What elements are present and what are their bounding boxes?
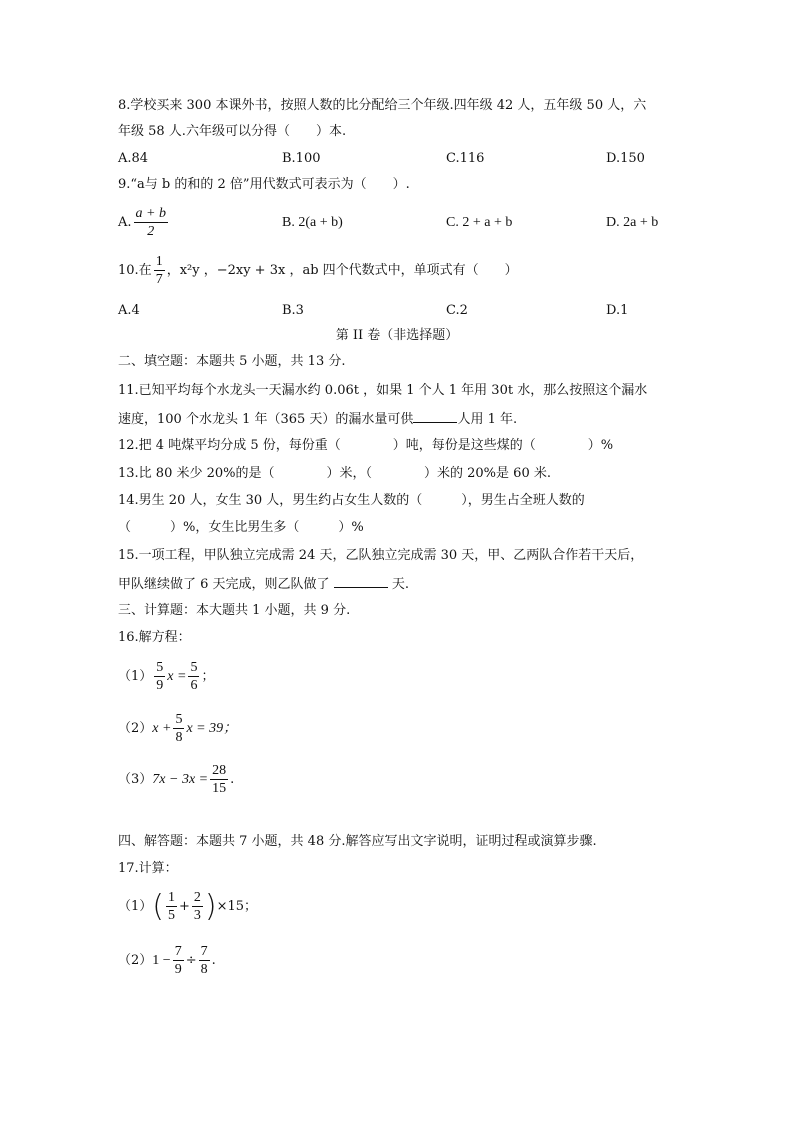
fraction-numerator: 28 xyxy=(212,763,227,778)
equation-3-end: . xyxy=(230,771,235,787)
fraction-denominator: 15 xyxy=(212,781,227,796)
q16-title: 16.解方程： xyxy=(118,630,191,645)
fraction-numerator: a + b xyxy=(135,206,166,221)
q9-option-a-fraction xyxy=(134,206,168,239)
q11-line2 xyxy=(118,410,517,428)
fraction-numerator: 5 xyxy=(156,660,164,675)
calc-2-fraction-b xyxy=(199,944,210,977)
q10-fraction xyxy=(154,254,165,287)
equation-2 xyxy=(118,712,237,745)
fraction-denominator: 8 xyxy=(200,962,208,977)
q10-option-d: D.1 xyxy=(606,303,629,318)
section-title: 第 II 卷（非选择题） xyxy=(335,328,459,343)
right-paren: ) xyxy=(204,888,217,924)
q8-option-a: A.84 xyxy=(118,151,149,166)
equation-1-fraction-a xyxy=(154,660,165,693)
q10-stem xyxy=(118,254,518,287)
fraction-denominator: 7 xyxy=(155,272,163,287)
fraction-numerator: 7 xyxy=(200,944,208,959)
q11-line1: 11.已知平均每个水龙头一天漏水约 0.06t ，如果 1 个人 1 年用 30t 水，那么按照这个漏水 xyxy=(118,383,648,398)
calc-2 xyxy=(118,944,216,977)
q9-option-c: C. 2 + a + b xyxy=(446,215,513,230)
q8-stem-line2: 年级 58 人.六年级可以分得（ ）本. xyxy=(118,124,347,139)
answer-blank xyxy=(413,410,457,423)
calc-1-fraction-a xyxy=(166,890,177,923)
q10-terms: ，x²y ，−2xy + 3x ，ab 四个代数式中，单项式有（ ） xyxy=(166,262,518,278)
fraction-numerator: 5 xyxy=(175,712,183,727)
equation-3-start: 7x − 3x = xyxy=(152,771,209,787)
calc-2-fraction-a xyxy=(173,944,184,977)
calc-2-label: （2） xyxy=(118,952,153,968)
part2-heading: 二、填空题：本题共 5 小题，共 13 分. xyxy=(118,354,346,369)
calc-2-operator: ÷ xyxy=(185,952,197,968)
q15-line2 xyxy=(118,575,409,593)
fraction-numerator: 2 xyxy=(193,890,201,905)
equation-1-middle: x = xyxy=(167,668,187,684)
equation-3-label: （3） xyxy=(118,771,153,787)
equation-3-fraction xyxy=(210,763,228,796)
q9-option-b: B. 2(a + b) xyxy=(282,215,343,230)
left-paren: ( xyxy=(152,888,164,924)
equation-2-start: x + xyxy=(152,720,172,736)
q11-line2-end: 人用 1 年. xyxy=(457,412,518,427)
fraction-numerator: 1 xyxy=(168,890,175,905)
q10-option-b: B.3 xyxy=(282,303,304,318)
q15-line1: 15.一项工程，甲队独立完成需 24 天，乙队独立完成需 30 天，甲、乙两队合作若干天后， xyxy=(118,548,644,563)
q8-option-c: C.116 xyxy=(446,151,485,166)
q9-stem: 9.“a与 b 的和的 2 倍”用代数式可表示为（ ）. xyxy=(118,177,410,192)
equation-2-fraction xyxy=(173,712,184,745)
fraction-denominator: 8 xyxy=(175,730,183,745)
part3-heading: 三、计算题：本大题共 1 小题，共 9 分. xyxy=(118,603,351,618)
q10-prefix: 10.在 xyxy=(118,262,152,278)
equation-2-end: x = 39； xyxy=(186,720,238,736)
q9-option-a-label: A. xyxy=(118,214,132,230)
calc-1-fraction-b xyxy=(192,890,203,923)
fraction-denominator: 9 xyxy=(156,678,164,693)
q11-line2-start: 速度，100 个水龙头 1 年（365 天）的漏水量可供 xyxy=(118,412,414,427)
q15-line2-start: 甲队继续做了 6 天完成，则乙队做了 xyxy=(118,577,330,592)
equation-3 xyxy=(118,763,234,796)
equation-2-label: （2） xyxy=(118,720,153,736)
calc-2-end: . xyxy=(211,952,216,968)
calc-1-end: ×15； xyxy=(216,898,258,914)
calc-1-label: （1） xyxy=(118,898,153,914)
fraction-denominator: 5 xyxy=(168,908,175,923)
part4-heading: 四、解答题：本题共 7 小题，共 48 分.解答应写出文字说明，证明过程或演算步骤. xyxy=(118,834,597,849)
fraction-numerator: 1 xyxy=(155,254,163,269)
fraction-denominator: 2 xyxy=(147,224,155,239)
equation-1-end: ； xyxy=(201,668,215,684)
fraction-numerator: 7 xyxy=(174,944,182,959)
q8-option-d: D.150 xyxy=(606,151,645,166)
q17-title: 17.计算： xyxy=(118,861,178,876)
fraction-denominator: 9 xyxy=(174,962,182,977)
equation-1-fraction-b xyxy=(188,660,199,693)
calc-1-plus: + xyxy=(179,898,190,914)
q8-stem-line1: 8.学校买来 300 本课外书，按照人数的比分配给三个年级.四年级 42 人，五年级 50 人，六 xyxy=(118,98,647,113)
q10-option-a: A.4 xyxy=(118,303,140,318)
fraction-denominator: 6 xyxy=(190,678,198,693)
fraction-numerator: 5 xyxy=(190,660,198,675)
equation-1 xyxy=(118,660,214,693)
fraction-denominator: 3 xyxy=(193,908,201,923)
q12: 12.把 4 吨煤平均分成 5 份，每份重（ ）吨，每份是这些煤的（ ）% xyxy=(118,438,614,453)
answer-blank xyxy=(334,575,388,588)
q14-line1: 14.男生 20 人，女生 30 人，男生约占女生人数的（ ），男生占全班人数的 xyxy=(118,493,585,508)
q9-option-a xyxy=(118,206,170,239)
q10-option-c: C.2 xyxy=(446,303,468,318)
q15-line2-end: 天. xyxy=(391,577,409,592)
q8-option-b: B.100 xyxy=(282,151,321,166)
q9-option-d: D. 2a + b xyxy=(606,215,659,230)
equation-1-label: （1） xyxy=(118,668,153,684)
calc-1 xyxy=(118,890,257,923)
q14-line2: （ ）%，女生比男生多（ ）% xyxy=(118,520,364,535)
calc-2-start: 1 − xyxy=(152,952,171,968)
q13: 13.比 80 米少 20%的是（ ）米，（ ）米的 20%是 60 米. xyxy=(118,466,551,481)
